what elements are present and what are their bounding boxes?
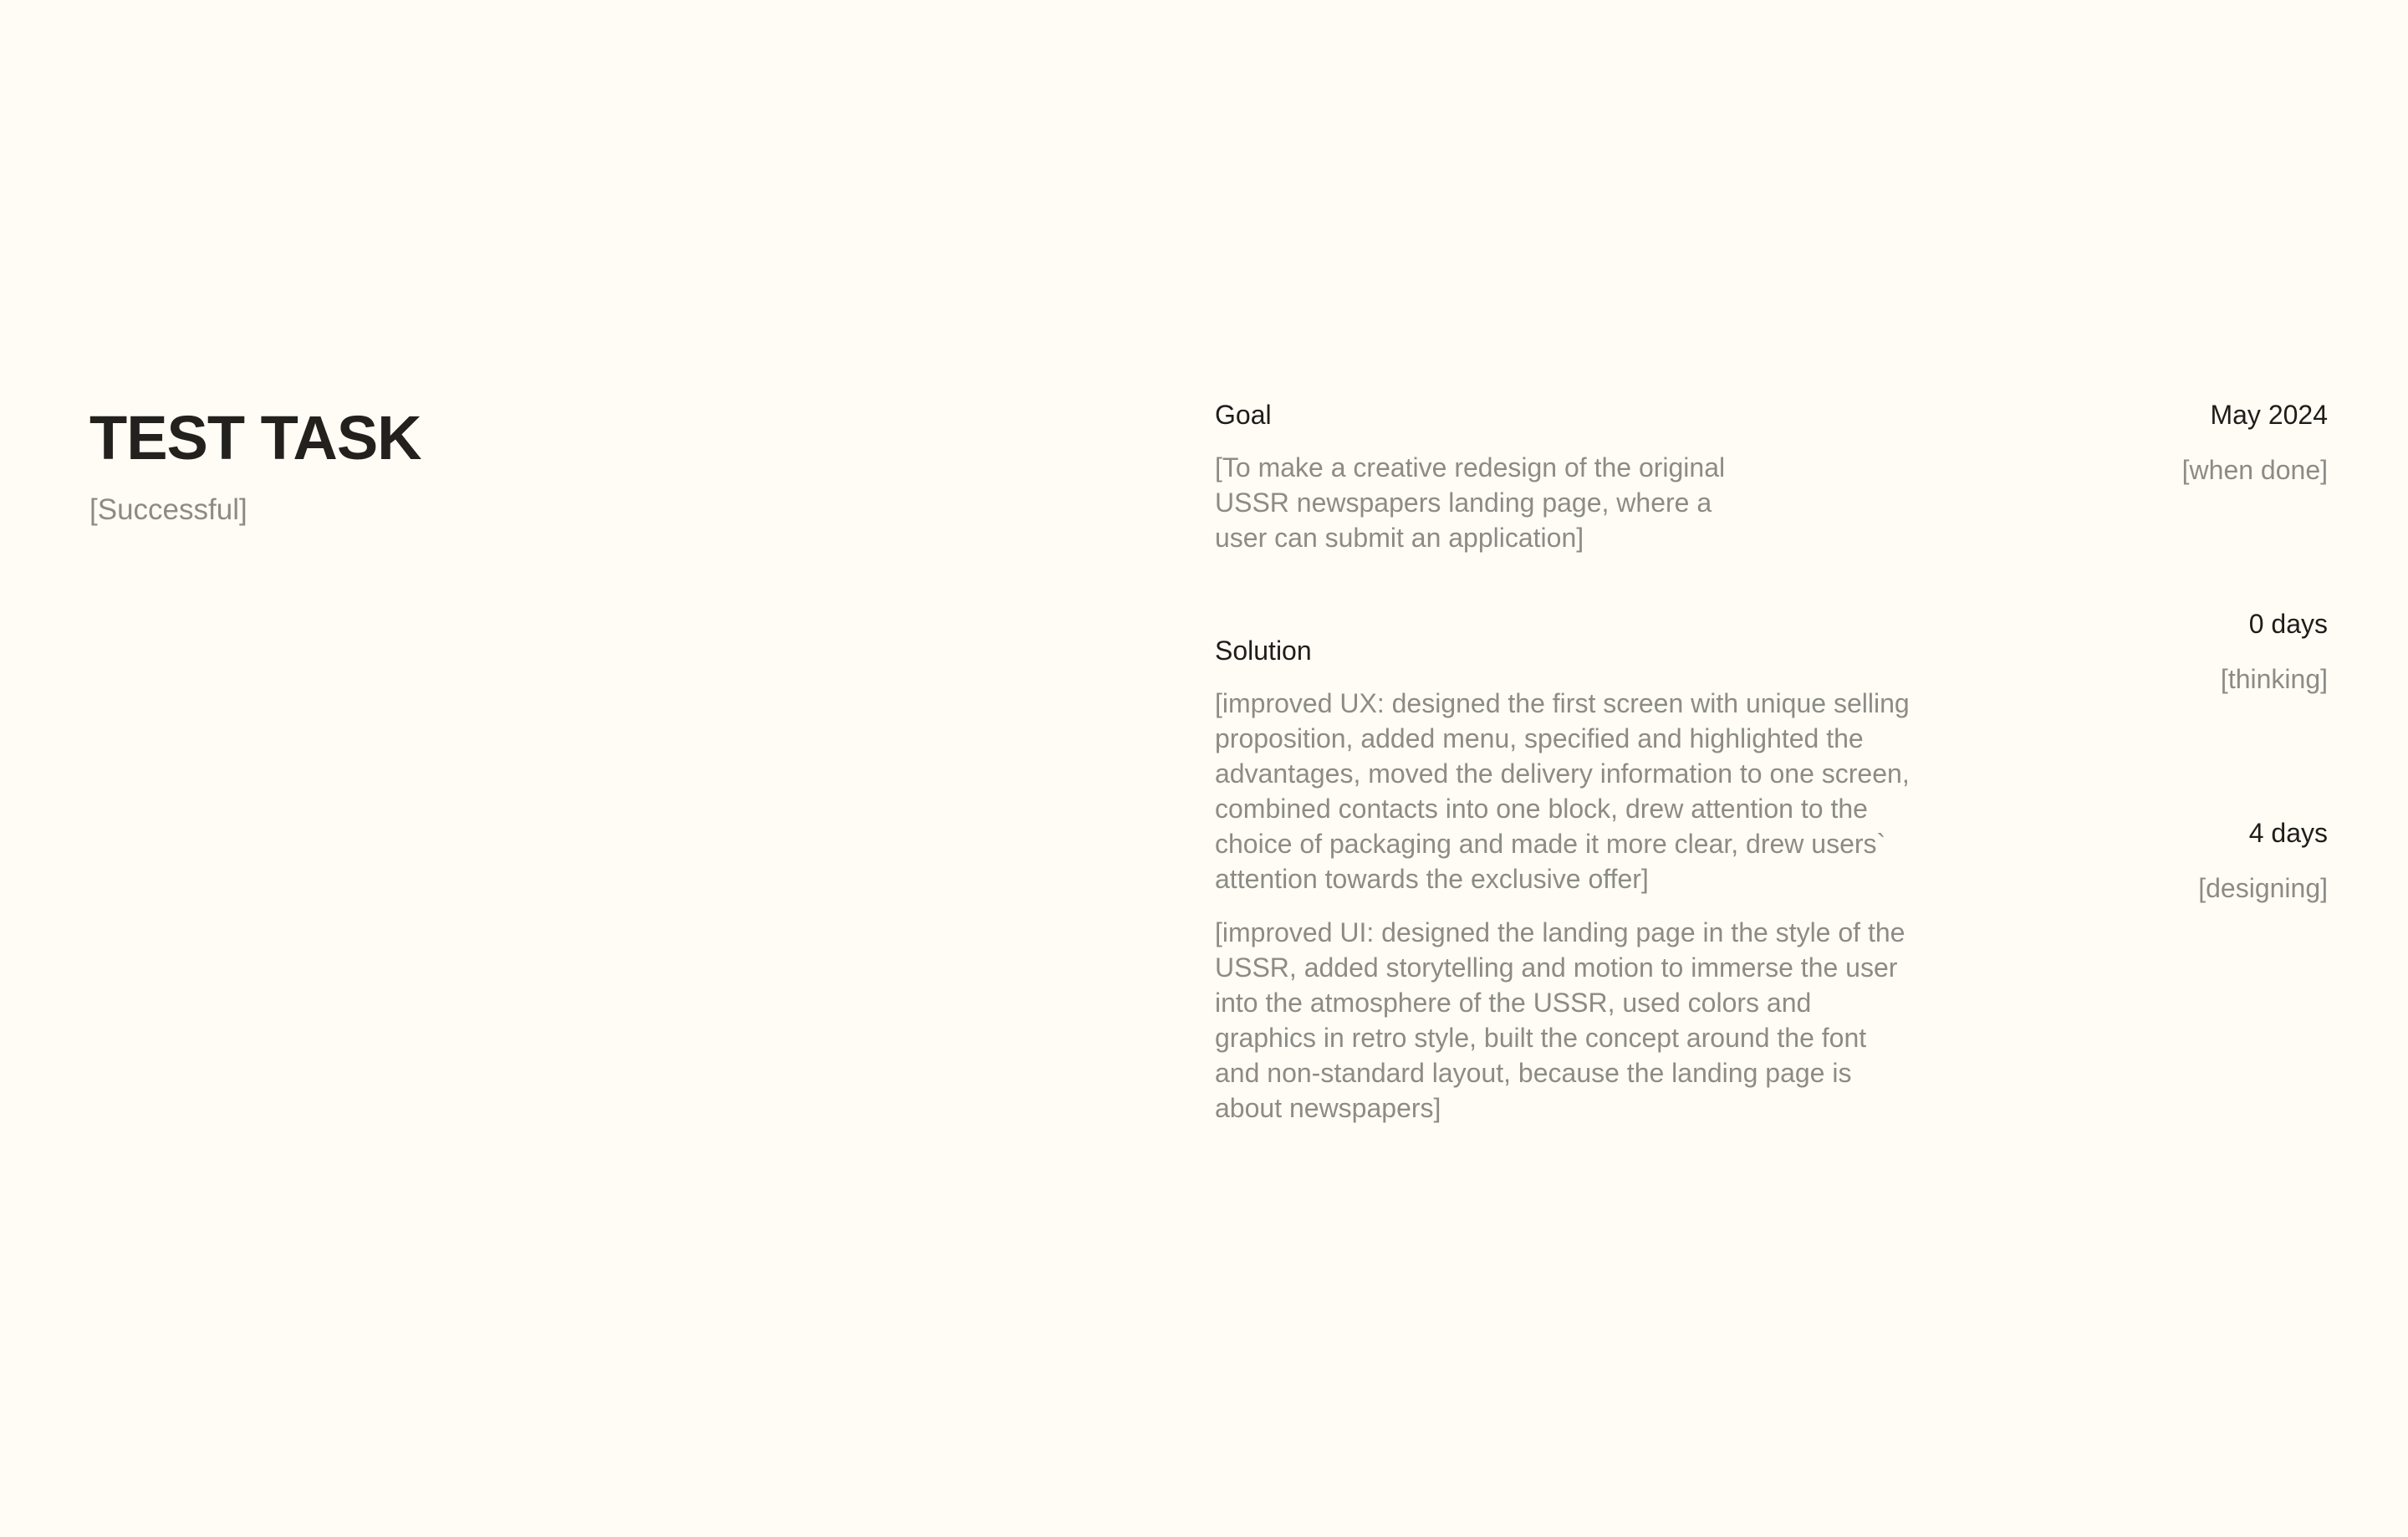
goal-description: [To make a creative redesign of the original USSR newspapers landing page, where a user can submit an application] bbox=[1215, 452, 1726, 553]
project-details bbox=[1215, 396, 1959, 1126]
status-label: [Successful] bbox=[89, 493, 247, 526]
timeline-note: [designing] bbox=[2198, 873, 2328, 903]
timeline-entry-date bbox=[1977, 396, 2328, 605]
timeline bbox=[1977, 396, 2328, 1024]
timeline-value: May 2024 bbox=[2210, 400, 2328, 430]
timeline-entry-designing bbox=[1977, 814, 2328, 1024]
timeline-entry-thinking bbox=[1977, 605, 2328, 814]
project-header bbox=[89, 403, 842, 529]
solution-heading: Solution bbox=[1215, 636, 1312, 666]
timeline-value: 4 days bbox=[2248, 818, 2328, 848]
page-title: TEST TASK bbox=[89, 403, 421, 472]
goal-heading: Goal bbox=[1215, 400, 1272, 430]
timeline-value: 0 days bbox=[2248, 609, 2328, 639]
solution-ux-description: [improved UX: designed the first screen with unique selling proposition, added menu, specified and highlighted the advantages, moved the delivery information to one screen, combined contacts into one block, drew attention to the choice of packaging and made it more clear, drew users` attention towards the exclusive offer] bbox=[1215, 688, 1910, 894]
solution-ui-description: [improved UI: designed the landing page in the style of the USSR, added storytelling and motion to immerse the user into the atmosphere of the USSR, used colors and graphics in retro style, built the concept around the font and non-standard layout, because the landing page is about newspapers] bbox=[1215, 917, 1905, 1123]
timeline-note: [when done] bbox=[2181, 455, 2328, 485]
timeline-note: [thinking] bbox=[2220, 664, 2328, 694]
